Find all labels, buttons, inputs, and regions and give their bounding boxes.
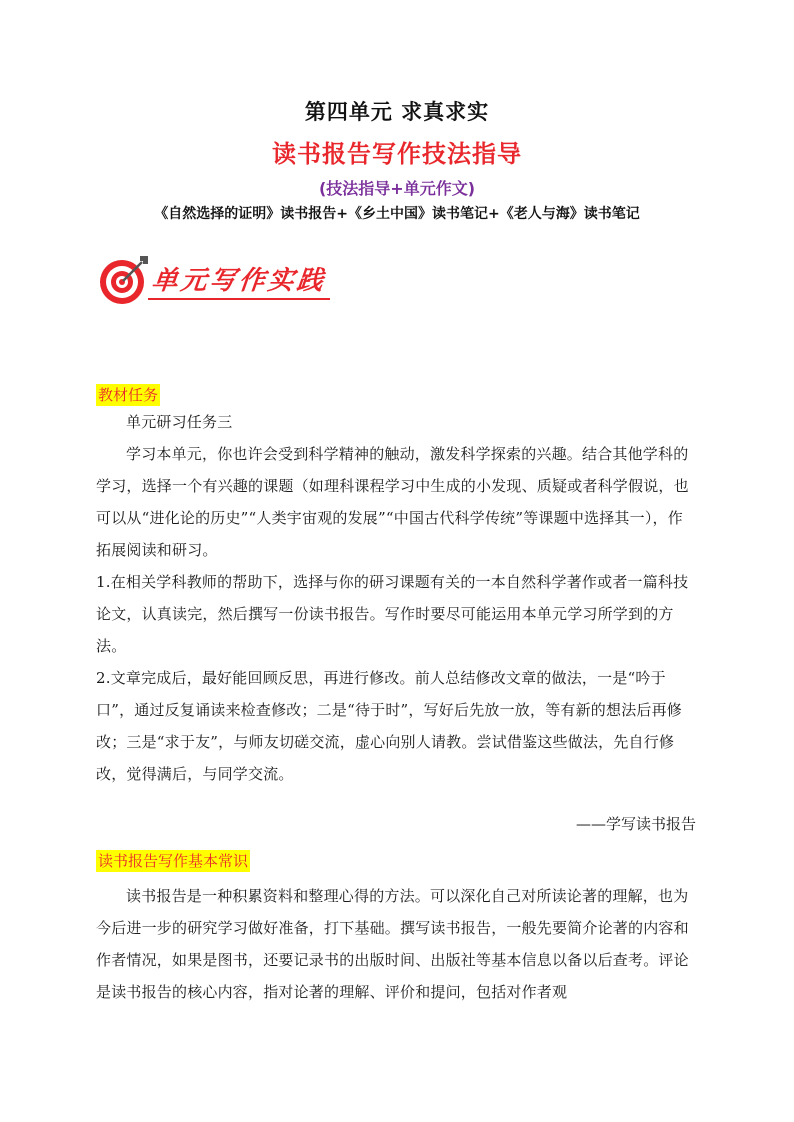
- paren-title: (技法指导+单元作文): [318, 179, 476, 198]
- section-banner: [96, 252, 336, 308]
- knowledge-paragraph: 读书报告是一种积累资料和整理心得的方法。可以深化自己对所读论著的理解，也为今后进一步的研究学习做好准备，打下基础。撰写读书报告，一般先要简介论著的内容和作者情况，如果是图书，还要记录书的出版时间、出版社等基本信息以备以后查考。评论是读书报告的核心内容，指对论著的理解、评价和提问，包括对作者观: [96, 887, 689, 1001]
- task-subheading: 单元研习任务三: [126, 413, 233, 431]
- main-title: 读书报告写作技法指导: [272, 140, 522, 168]
- task-paragraph-2: 1.在相关学科教师的帮助下，选择与你的研习课题有关的一本自然科学著作或者一篇科技论文，认真读完，然后撰写一份读书报告。写作时要尽可能运用本单元学习所学到的方法。: [96, 573, 689, 655]
- books-line: 《自然选择的证明》读书报告+《乡土中国》读书笔记+《老人与海》读书笔记: [154, 206, 640, 222]
- banner-underline: [148, 298, 330, 300]
- banner-text: 单元写作实践: [150, 266, 328, 296]
- task-signature: ——学写读书报告: [575, 815, 696, 833]
- target-arrow-icon: [96, 252, 152, 308]
- knowledge-section-label: 读书报告写作基本常识: [98, 852, 249, 870]
- task-paragraph-3: 2.文章完成后，最好能回顾反思，再进行修改。前人总结修改文章的做法，一是“吟于口”，通过反复诵读来检查修改；二是“待于时”，写好后先放一放，等有新的想法后再修改；三是“求于友”，与师友切磋交流，虚心向别人请教。尝试借鉴这些做法，先自行修改，觉得满后，与同学交流。: [96, 669, 683, 783]
- unit-title: 第四单元 求真求实: [304, 100, 490, 124]
- task-section-label: 教材任务: [98, 386, 159, 404]
- task-paragraph-1: 学习本单元，你也许会受到科学精神的触动，激发科学探索的兴趣。结合其他学科的学习，选择一个有兴趣的课题（如理科课程学习中生成的小发现、质疑或者科学假说，也可以从“进化论的历史”“人类宇宙观的发展”“中国古代科学传统”等课题中选择其一），作拓展阅读和研习。: [96, 445, 689, 559]
